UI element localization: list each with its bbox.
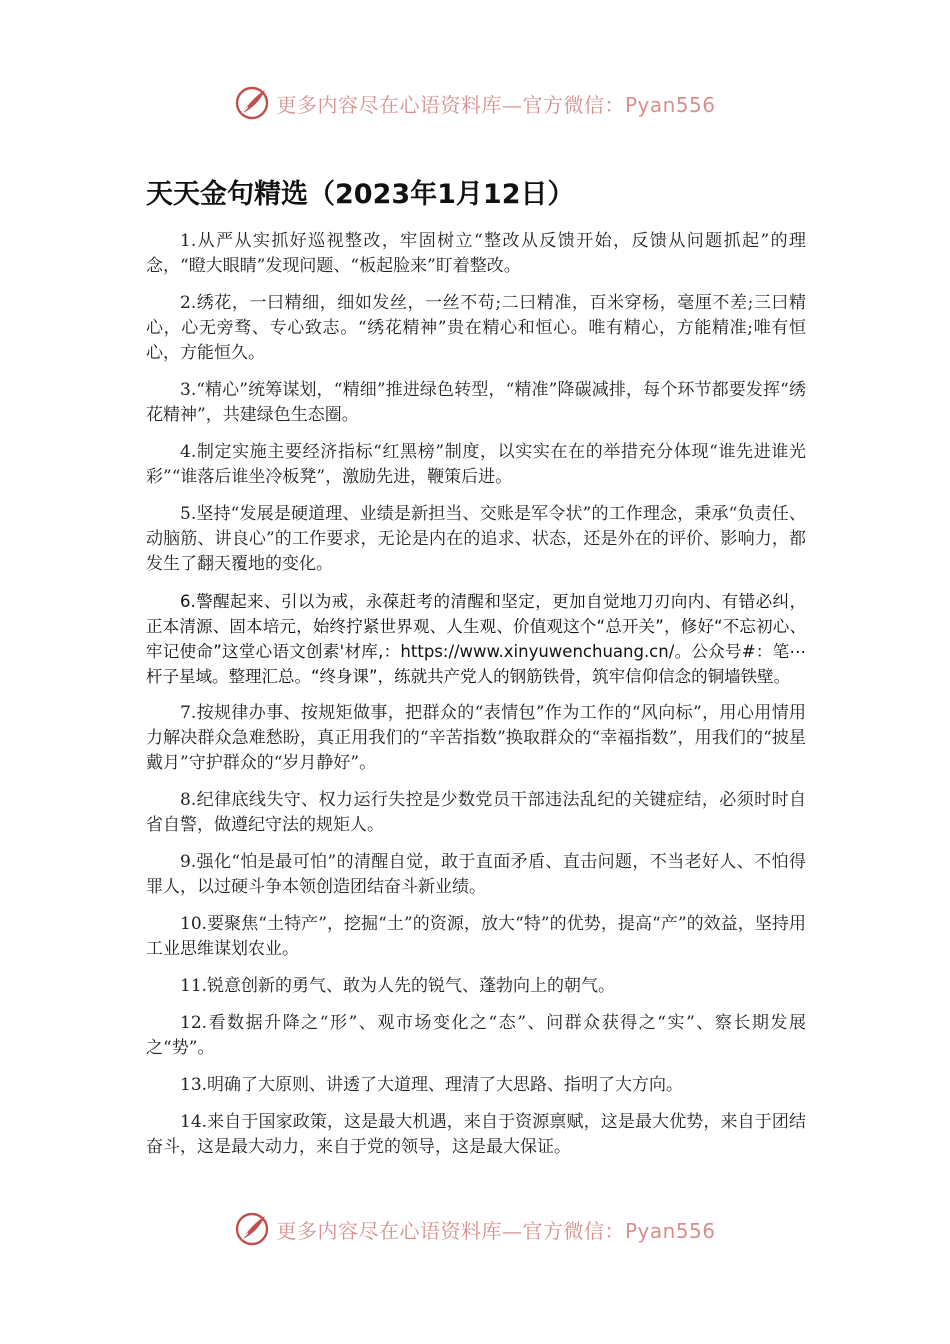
paragraph-2: 2.绣花，一曰精细，细如发丝，一丝不苟;二曰精准，百米穿杨，毫厘不差;三曰精心，心无旁骛、专心致志。“绣花精神”贵在精心和恒心。唯有精心，方能精准;唯有恒心，方能恒久。: [146, 293, 806, 363]
paragraph-12: 12.看数据升降之“形”、观市场变化之“态”、问群众获得之“实”、察长期发展之“势”。: [146, 1013, 806, 1058]
banner-wechat-id: Pyan556: [624, 92, 716, 117]
paragraph-6: 6.警醒起来、引以为戒，永葆赶考的清醒和坚定，更加自觉地刀刃向内、有错必纠，正本清源、固本培元，始终拧紧世界观、人生观、价值观这个“总开关”，修好“不忘初心、牢记使命”这堂心语文创素'材库,：https://www.xinyuwenchuang.cn/。公众号#：笔⋯杆子星域。整理汇总。“终身课”，练就共产党人的钢筋铁骨，筑牢信仰信念的铜墙铁壁。: [146, 592, 806, 686]
footer-banner: [0, 1204, 950, 1254]
paragraph-1: 1.从严从实抓好巡视整改，牢固树立“整改从反馈开始，反馈从问题抓起”的理念，“瞪大眼睛”发现问题、“板起脸来”盯着整改。: [146, 231, 806, 276]
quill-pen-logo-icon: [234, 1211, 270, 1247]
paragraph-4: 4.制定实施主要经济指标“红黑榜”制度，以实实在在的举措充分体现“谁先进谁光彩”“谁落后谁坐冷板凳”，激励先进，鞭策后进。: [146, 442, 806, 487]
paragraph-3: 3.“精心”统筹谋划，“精细”推进绿色转型，“精准”降碳减排，每个环节都要发挥“绣花精神”，共建绿色生态圈。: [146, 380, 806, 425]
article-body: [146, 229, 806, 1172]
paragraph-8: 8.纪律底线失守、权力运行失控是少数党员干部违法乱纪的关键症结，必须时时自省自警，做遵纪守法的规矩人。: [146, 790, 806, 835]
paragraph-14: 14.来自于国家政策，这是最大机遇，来自于资源禀赋，这是最大优势，来自于团结奋斗，这是最大动力，来自于党的领导，这是最大保证。: [146, 1112, 806, 1157]
paragraph-7: 7.按规律办事、按规矩做事，把群众的“表情包”作为工作的“风向标”，用心用情用力解决群众急难愁盼，真正用我们的“辛苦指数”换取群众的“幸福指数”，用我们的“披星戴月”守护群众的“岁月静好”。: [146, 703, 806, 773]
quill-pen-logo-icon: [234, 85, 270, 121]
page-title: 天天金句精选（2023年1月12日）: [146, 179, 575, 210]
banner-text: 更多内容尽在心语资料库—官方微信：Pyan556: [276, 92, 716, 117]
paragraph-11: 11.锐意创新的勇气、敢为人先的锐气、蓬勃向上的朝气。: [180, 976, 616, 996]
paragraph-9: 9.强化“怕是最可怕”的清醒自觉，敢于直面矛盾、直击问题，不当老好人、不怕得罪人，以过硬斗争本领创造团结奋斗新业绩。: [146, 852, 806, 897]
banner-wechat-id: Pyan556: [624, 1218, 716, 1243]
banner-text: 更多内容尽在心语资料库—官方微信：Pyan556: [276, 1218, 716, 1243]
paragraph-13: 13.明确了大原则、讲透了大道理、理清了大思路、指明了大方向。: [180, 1075, 684, 1095]
header-banner: [0, 78, 950, 128]
paragraph-5: 5.坚持“发展是硬道理、业绩是新担当、交账是军令状”的工作理念，秉承“负责任、动脑筋、讲良心”的工作要求，无论是内在的追求、状态，还是外在的评价、影响力，都发生了翻天覆地的变化。: [146, 504, 806, 574]
paragraph-10: 10.要聚焦“土特产”，挖掘“土”的资源，放大“特”的优势，提高“产”的效益，坚持用工业思维谋划农业。: [146, 914, 806, 959]
